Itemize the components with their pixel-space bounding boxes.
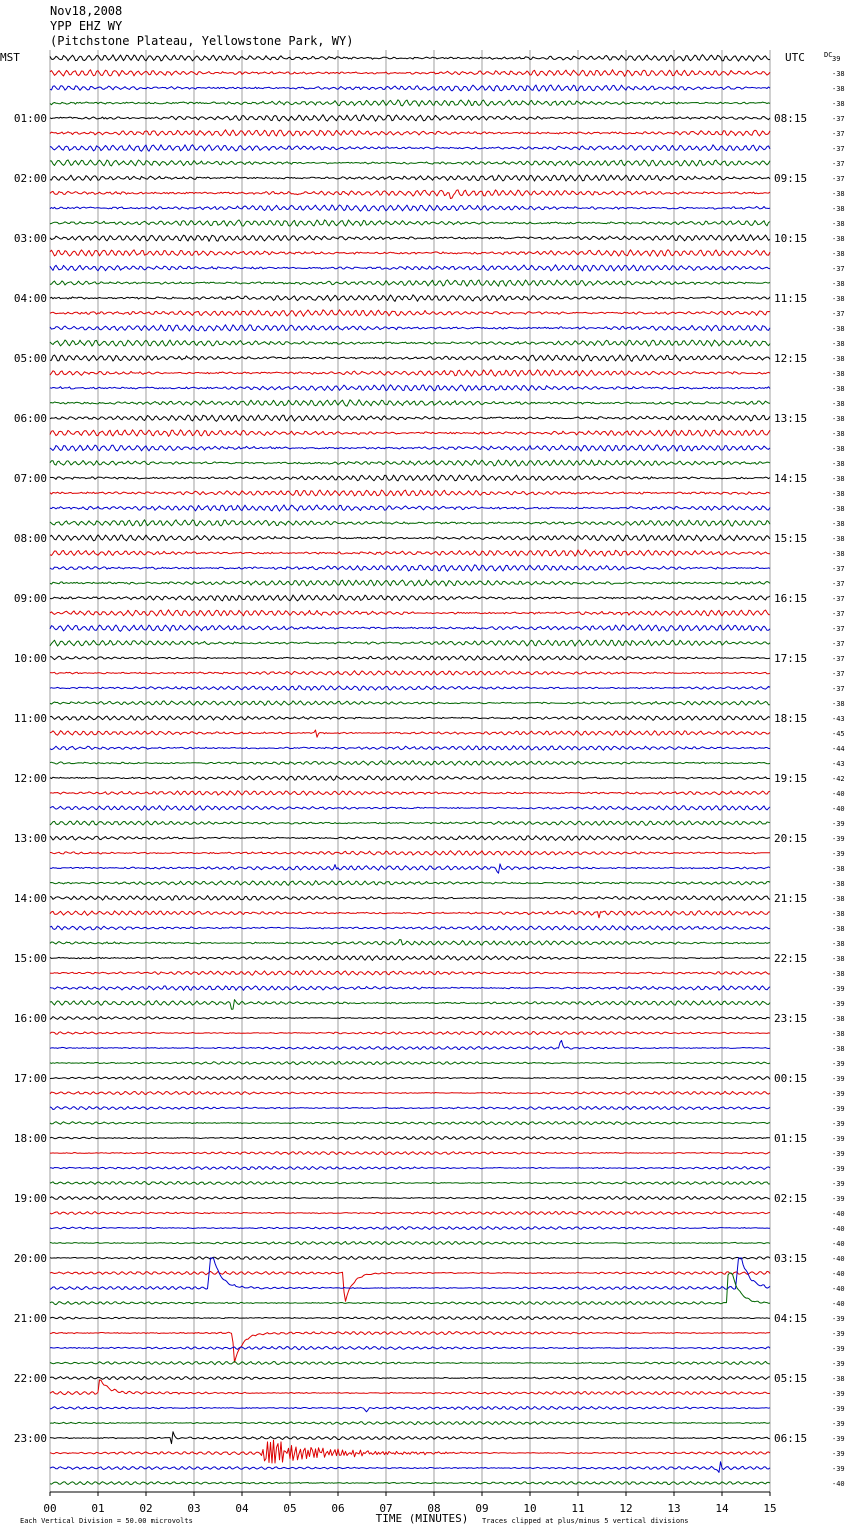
dc-offset-label: -38 bbox=[832, 550, 845, 558]
mst-hour-label: 16:00 bbox=[13, 1012, 47, 1025]
trace-row-95 bbox=[50, 1481, 770, 1484]
trace-row-43 bbox=[50, 701, 770, 706]
utc-hour-label: 05:15 bbox=[774, 1372, 808, 1385]
trace-row-71 bbox=[50, 1122, 770, 1125]
trace-row-10 bbox=[50, 205, 770, 211]
dc-offset-label: -40 bbox=[832, 1255, 845, 1263]
trace-row-51 bbox=[50, 821, 770, 826]
dc-offset-label: -39 bbox=[832, 1405, 845, 1413]
mst-hour-label: 13:00 bbox=[13, 832, 47, 845]
mst-hour-label: 06:00 bbox=[13, 412, 47, 425]
x-tick-label: 02 bbox=[139, 1502, 153, 1515]
trace-row-27 bbox=[50, 460, 770, 466]
dc-offset-label: -39 bbox=[832, 1420, 845, 1428]
trace-row-67 bbox=[50, 1062, 770, 1065]
trace-row-94 bbox=[50, 1462, 770, 1473]
dc-offset-label: -40 bbox=[832, 1225, 845, 1233]
dc-offset-label: -38 bbox=[832, 400, 845, 408]
mst-hour-label: 17:00 bbox=[13, 1072, 47, 1085]
trace-row-15 bbox=[50, 280, 770, 286]
dc-offset-label: -37 bbox=[832, 670, 845, 678]
dc-offset-label: -38 bbox=[832, 415, 845, 423]
mst-hour-label: 10:00 bbox=[13, 652, 47, 665]
mst-hour-label: 22:00 bbox=[13, 1372, 47, 1385]
dc-column-header: DC bbox=[824, 51, 833, 59]
dc-offset-label: -38 bbox=[832, 430, 845, 438]
dc-offset-label: -38 bbox=[832, 910, 845, 918]
record-date: Nov18,2008 bbox=[50, 4, 123, 18]
trace-row-59 bbox=[50, 940, 770, 946]
trace-row-47 bbox=[50, 761, 770, 766]
x-tick-label: 00 bbox=[43, 1502, 57, 1515]
dc-offset-label: -40 bbox=[832, 1480, 845, 1488]
utc-hour-label: 12:15 bbox=[774, 352, 808, 365]
trace-row-29 bbox=[50, 490, 770, 496]
trace-row-64 bbox=[50, 1017, 770, 1020]
x-tick-label: 11 bbox=[571, 1502, 585, 1515]
dc-offset-label: -38 bbox=[832, 280, 845, 288]
dc-offset-label: -38 bbox=[832, 460, 845, 468]
minute-grid bbox=[50, 50, 770, 1492]
x-tick-label: 15 bbox=[763, 1502, 777, 1515]
trace-row-4 bbox=[50, 115, 770, 122]
dc-offset-label: -42 bbox=[832, 775, 845, 783]
dc-offset-label: -38 bbox=[832, 250, 845, 258]
trace-row-78 bbox=[50, 1226, 770, 1229]
dc-offset-label: -38 bbox=[832, 190, 845, 198]
trace-row-37 bbox=[50, 610, 770, 616]
trace-row-38 bbox=[50, 625, 770, 632]
dc-offset-label: -38 bbox=[832, 955, 845, 963]
trace-row-63 bbox=[50, 1000, 770, 1010]
dc-offset-label: -40 bbox=[832, 1240, 845, 1248]
clip-note: Traces clipped at plus/minus 5 vertical divisions bbox=[482, 1517, 689, 1525]
trace-row-34 bbox=[50, 565, 770, 571]
trace-row-45 bbox=[50, 730, 770, 737]
utc-hour-label: 10:15 bbox=[774, 232, 808, 245]
x-axis-title: TIME (MINUTES) bbox=[375, 1512, 469, 1525]
trace-row-66 bbox=[50, 1040, 770, 1049]
dc-offset-label: -39 bbox=[832, 1360, 845, 1368]
trace-row-7 bbox=[50, 160, 770, 166]
dc-offset-label: -38 bbox=[832, 940, 845, 948]
dc-offset-label: -38 bbox=[832, 295, 845, 303]
amplitude-scale-note: Each Vertical Division = 50.00 microvolts bbox=[20, 1517, 193, 1525]
trace-row-39 bbox=[50, 640, 770, 646]
dc-offset-label: -38 bbox=[832, 880, 845, 888]
dc-offset-label: -40 bbox=[832, 790, 845, 798]
trace-row-25 bbox=[50, 430, 770, 437]
trace-row-12 bbox=[50, 235, 770, 242]
mst-axis-label: MST bbox=[0, 51, 20, 64]
x-tick-label: 03 bbox=[187, 1502, 201, 1515]
trace-row-22 bbox=[50, 385, 770, 391]
mst-hour-label: 23:00 bbox=[13, 1432, 47, 1445]
trace-row-35 bbox=[50, 580, 770, 586]
trace-row-62 bbox=[50, 986, 770, 991]
dc-offset-label: -39 bbox=[832, 1315, 845, 1323]
trace-row-18 bbox=[50, 325, 770, 331]
utc-hour-label: 09:15 bbox=[774, 172, 808, 185]
x-tick-label: 04 bbox=[235, 1502, 249, 1515]
trace-row-26 bbox=[50, 445, 770, 451]
dc-offset-label: -39 bbox=[832, 1195, 845, 1203]
trace-row-36 bbox=[50, 595, 770, 601]
trace-row-50 bbox=[50, 806, 770, 811]
mst-hour-label: 04:00 bbox=[13, 292, 47, 305]
trace-row-84 bbox=[50, 1317, 770, 1320]
utc-hour-label: 08:15 bbox=[774, 112, 808, 125]
trace-row-0 bbox=[50, 55, 770, 61]
trace-row-85 bbox=[50, 1331, 770, 1362]
utc-hour-label: 20:15 bbox=[774, 832, 808, 845]
dc-offset-label: -38 bbox=[832, 355, 845, 363]
utc-hour-label: 02:15 bbox=[774, 1192, 808, 1205]
mst-hour-label: 08:00 bbox=[13, 532, 47, 545]
dc-offset-label: -39 bbox=[832, 1060, 845, 1068]
dc-offset-label: -37 bbox=[832, 610, 845, 618]
trace-row-92 bbox=[50, 1432, 770, 1444]
dc-offset-label: -38 bbox=[832, 505, 845, 513]
dc-offset-label: -38 bbox=[832, 865, 845, 873]
utc-hour-label: 16:15 bbox=[774, 592, 808, 605]
dc-offset-label: -38 bbox=[832, 235, 845, 243]
dc-offset-label: -40 bbox=[832, 1210, 845, 1218]
trace-row-58 bbox=[50, 926, 770, 930]
trace-row-73 bbox=[50, 1152, 770, 1155]
dc-offset-label: -37 bbox=[832, 625, 845, 633]
trace-row-21 bbox=[50, 370, 770, 376]
dc-offset-label: -38 bbox=[832, 895, 845, 903]
dc-offset-label: -38 bbox=[832, 325, 845, 333]
dc-offset-label: -37 bbox=[832, 565, 845, 573]
mst-hour-label: 09:00 bbox=[13, 592, 47, 605]
dc-offset-label: -37 bbox=[832, 310, 845, 318]
dc-offset-label: -38 bbox=[832, 700, 845, 708]
trace-row-5 bbox=[50, 130, 770, 136]
trace-row-87 bbox=[50, 1361, 770, 1364]
trace-row-76 bbox=[50, 1196, 770, 1199]
trace-row-65 bbox=[50, 1031, 770, 1034]
utc-hour-label: 15:15 bbox=[774, 532, 808, 545]
trace-row-41 bbox=[50, 671, 770, 676]
x-tick-label: 08 bbox=[427, 1502, 441, 1515]
x-tick-label: 05 bbox=[283, 1502, 297, 1515]
dc-offset-label: -45 bbox=[832, 730, 845, 738]
x-tick-label: 12 bbox=[619, 1502, 633, 1515]
trace-row-6 bbox=[50, 145, 770, 151]
dc-offset-label: -37 bbox=[832, 655, 845, 663]
x-tick-label: 10 bbox=[523, 1502, 537, 1515]
dc-offset-label: -40 bbox=[832, 1285, 845, 1293]
dc-offset-label: -37 bbox=[832, 640, 845, 648]
utc-hour-label: 00:15 bbox=[774, 1072, 808, 1085]
x-tick-label: 01 bbox=[91, 1502, 105, 1515]
x-tick-label: 09 bbox=[475, 1502, 489, 1515]
dc-offset-label: -38 bbox=[832, 1030, 845, 1038]
x-tick-label: 14 bbox=[715, 1502, 729, 1515]
mst-hour-label: 19:00 bbox=[13, 1192, 47, 1205]
dc-offset-label: -38 bbox=[832, 85, 845, 93]
trace-row-17 bbox=[50, 310, 770, 317]
dc-offset-label: -38 bbox=[832, 205, 845, 213]
mst-hour-label: 03:00 bbox=[13, 232, 47, 245]
dc-offset-label: -38 bbox=[832, 970, 845, 978]
trace-row-55 bbox=[50, 881, 770, 886]
trace-row-54 bbox=[50, 864, 770, 873]
dc-offset-label: -38 bbox=[832, 220, 845, 228]
dc-offset-label: -43 bbox=[832, 760, 845, 768]
utc-hour-label: 03:15 bbox=[774, 1252, 808, 1265]
utc-axis-label: UTC bbox=[785, 51, 805, 64]
utc-hour-label: 23:15 bbox=[774, 1012, 808, 1025]
trace-row-91 bbox=[50, 1422, 770, 1425]
trace-row-42 bbox=[50, 686, 770, 691]
trace-row-9 bbox=[50, 190, 770, 199]
mst-hour-label: 15:00 bbox=[13, 952, 47, 965]
dc-offset-label: -38 bbox=[832, 520, 845, 528]
dc-offset-label: -39 bbox=[832, 1465, 845, 1473]
dc-offset-label: -37 bbox=[832, 160, 845, 168]
utc-hour-label: 14:15 bbox=[774, 472, 808, 485]
trace-row-44 bbox=[50, 716, 770, 721]
trace-row-53 bbox=[50, 851, 770, 856]
dc-offset-label: -38 bbox=[832, 385, 845, 393]
dc-offset-label: -37 bbox=[832, 265, 845, 273]
dc-offset-label: -39 bbox=[832, 1390, 845, 1398]
trace-row-90 bbox=[50, 1407, 770, 1412]
trace-row-89 bbox=[50, 1380, 770, 1395]
trace-row-74 bbox=[50, 1166, 770, 1169]
dc-offset-label: -39 bbox=[832, 1105, 845, 1113]
dc-offset-label: -43 bbox=[832, 715, 845, 723]
dc-offset-label: -37 bbox=[832, 685, 845, 693]
mst-hour-label: 12:00 bbox=[13, 772, 47, 785]
dc-offset-label: -39 bbox=[832, 1180, 845, 1188]
trace-row-13 bbox=[50, 250, 770, 257]
trace-row-52 bbox=[50, 836, 770, 841]
mst-hour-label: 07:00 bbox=[13, 472, 47, 485]
dc-offset-label: -40 bbox=[832, 1270, 845, 1278]
dc-offset-label: -40 bbox=[832, 1300, 845, 1308]
trace-row-79 bbox=[50, 1241, 770, 1244]
utc-hour-label: 04:15 bbox=[774, 1312, 808, 1325]
trace-row-2 bbox=[50, 85, 770, 91]
trace-row-68 bbox=[50, 1076, 770, 1079]
dc-offset-label: -38 bbox=[832, 925, 845, 933]
trace-row-72 bbox=[50, 1137, 770, 1140]
dc-offset-label: 39 bbox=[832, 55, 841, 63]
x-tick-label: 06 bbox=[331, 1502, 345, 1515]
mst-hour-label: 18:00 bbox=[13, 1132, 47, 1145]
trace-row-69 bbox=[50, 1091, 770, 1094]
dc-offset-label: -38 bbox=[832, 370, 845, 378]
dc-offset-label: -38 bbox=[832, 340, 845, 348]
utc-hour-label: 17:15 bbox=[774, 652, 808, 665]
dc-offset-label: -39 bbox=[832, 835, 845, 843]
utc-hour-label: 01:15 bbox=[774, 1132, 808, 1145]
dc-offset-label: -37 bbox=[832, 175, 845, 183]
dc-offset-label: -38 bbox=[832, 1045, 845, 1053]
dc-offset-label: -38 bbox=[832, 475, 845, 483]
trace-row-33 bbox=[50, 550, 770, 556]
trace-row-28 bbox=[50, 475, 770, 481]
trace-row-14 bbox=[50, 265, 770, 271]
trace-row-3 bbox=[50, 100, 770, 106]
mst-hour-label: 20:00 bbox=[13, 1252, 47, 1265]
trace-row-61 bbox=[50, 971, 770, 976]
dc-offset-label: -38 bbox=[832, 100, 845, 108]
trace-row-86 bbox=[50, 1346, 770, 1349]
station-code: YPP EHZ WY bbox=[50, 19, 123, 33]
trace-row-80 bbox=[50, 1256, 770, 1259]
dc-offset-label: -38 bbox=[832, 70, 845, 78]
dc-offset-label: -44 bbox=[832, 745, 845, 753]
mst-hour-label: 01:00 bbox=[13, 112, 47, 125]
trace-row-48 bbox=[50, 776, 770, 781]
utc-hour-label: 22:15 bbox=[774, 952, 808, 965]
dc-offset-label: -39 bbox=[832, 1075, 845, 1083]
mst-hour-label: 11:00 bbox=[13, 712, 47, 725]
utc-hour-label: 13:15 bbox=[774, 412, 808, 425]
trace-row-57 bbox=[50, 911, 770, 918]
utc-hour-label: 11:15 bbox=[774, 292, 808, 305]
trace-row-30 bbox=[50, 505, 770, 511]
dc-offset-label: -39 bbox=[832, 850, 845, 858]
dc-offset-label: -37 bbox=[832, 115, 845, 123]
dc-offset-label: -39 bbox=[832, 1165, 845, 1173]
dc-offset-label: -39 bbox=[832, 1135, 845, 1143]
trace-row-60 bbox=[50, 956, 770, 961]
utc-hour-label: 19:15 bbox=[774, 772, 808, 785]
dc-offset-label: -39 bbox=[832, 1120, 845, 1128]
dc-offset-label: -39 bbox=[832, 985, 845, 993]
trace-row-93 bbox=[50, 1440, 770, 1463]
dc-offset-label: -38 bbox=[832, 1375, 845, 1383]
mst-hour-label: 14:00 bbox=[13, 892, 47, 905]
trace-row-20 bbox=[50, 355, 770, 361]
utc-hour-label: 18:15 bbox=[774, 712, 808, 725]
dc-offset-label: -37 bbox=[832, 595, 845, 603]
trace-row-16 bbox=[50, 295, 770, 302]
dc-offset-label: -39 bbox=[832, 1450, 845, 1458]
trace-row-32 bbox=[50, 535, 770, 541]
trace-row-77 bbox=[50, 1212, 770, 1215]
trace-row-1 bbox=[50, 70, 770, 77]
trace-row-40 bbox=[50, 656, 770, 661]
trace-row-11 bbox=[50, 220, 770, 226]
mst-hour-label: 02:00 bbox=[13, 172, 47, 185]
trace-row-23 bbox=[50, 400, 770, 406]
dc-offset-label: -38 bbox=[832, 490, 845, 498]
dc-offset-label: -37 bbox=[832, 145, 845, 153]
mst-hour-label: 05:00 bbox=[13, 352, 47, 365]
dc-offset-label: -38 bbox=[832, 445, 845, 453]
utc-hour-label: 06:15 bbox=[774, 1432, 808, 1445]
dc-offset-label: -39 bbox=[832, 1150, 845, 1158]
dc-offset-label: -39 bbox=[832, 820, 845, 828]
trace-row-56 bbox=[50, 896, 770, 901]
trace-row-8 bbox=[50, 175, 770, 181]
trace-row-49 bbox=[50, 791, 770, 795]
dc-offset-label: -37 bbox=[832, 580, 845, 588]
trace-row-88 bbox=[50, 1377, 770, 1380]
dc-offset-label: -39 bbox=[832, 1435, 845, 1443]
trace-row-70 bbox=[50, 1107, 770, 1110]
dc-offset-label: -39 bbox=[832, 1090, 845, 1098]
dc-offset-label: -38 bbox=[832, 1015, 845, 1023]
station-location: (Pitchstone Plateau, Yellowstone Park, WY) bbox=[50, 34, 354, 48]
trace-row-19 bbox=[50, 340, 770, 346]
dc-offset-label: -39 bbox=[832, 1330, 845, 1338]
dc-offset-label: -38 bbox=[832, 535, 845, 543]
x-tick-label: 07 bbox=[379, 1502, 393, 1515]
mst-hour-label: 21:00 bbox=[13, 1312, 47, 1325]
dc-offset-label: -39 bbox=[832, 1000, 845, 1008]
trace-row-75 bbox=[50, 1181, 770, 1184]
trace-row-31 bbox=[50, 520, 770, 526]
x-tick-label: 13 bbox=[667, 1502, 681, 1515]
dc-offset-label: -37 bbox=[832, 130, 845, 138]
utc-hour-label: 21:15 bbox=[774, 892, 808, 905]
dc-offset-label: -39 bbox=[832, 1345, 845, 1353]
trace-row-46 bbox=[50, 746, 770, 750]
seismic-traces bbox=[50, 55, 770, 1485]
trace-row-24 bbox=[50, 415, 770, 421]
dc-offset-label: -40 bbox=[832, 805, 845, 813]
